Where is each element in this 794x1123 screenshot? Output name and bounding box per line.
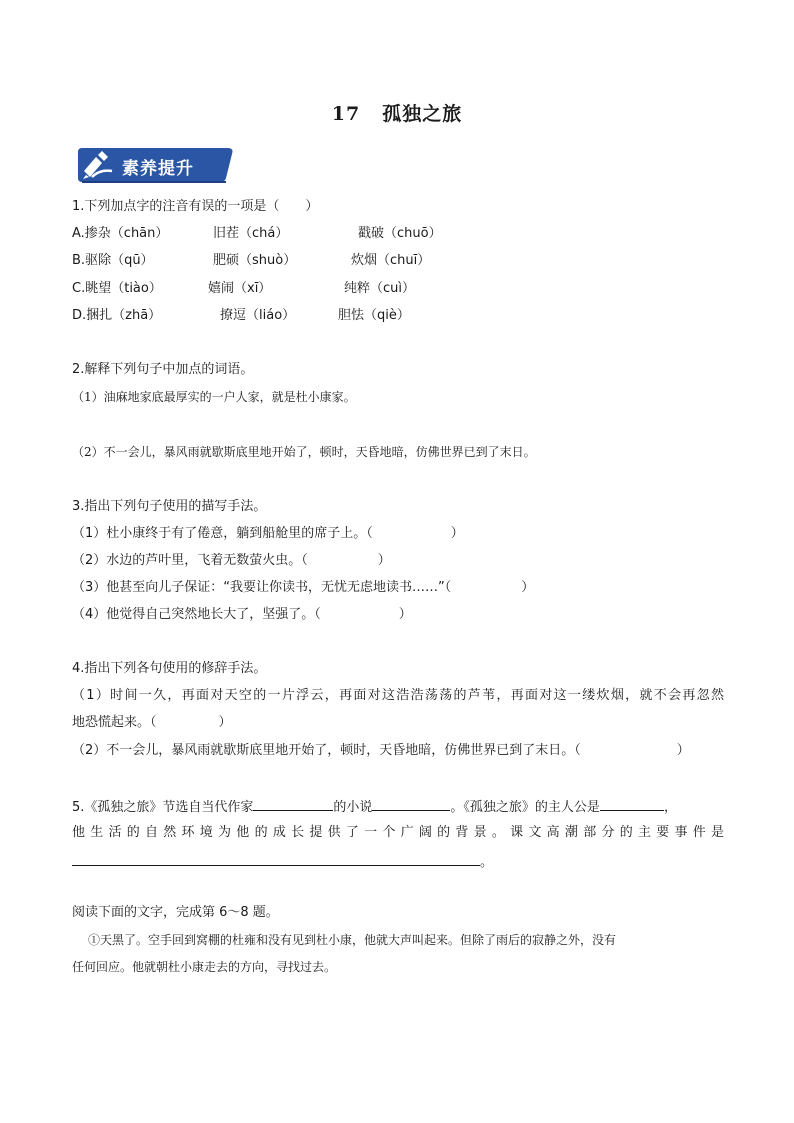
q2-item-2: （2）不一会儿，暴风雨就歇斯底里地开始了，顿时，天昏地暗，仿佛世界已到了末日。 [72, 445, 536, 459]
q3-item-1 [72, 526, 464, 542]
option-item: 眺望（tiào） [85, 281, 162, 296]
q5-text: 。 [480, 855, 494, 870]
q3-stem: 3.指出下列句子使用的描写手法。 [72, 499, 267, 514]
option-item: 撩逗（liáo） [220, 308, 296, 323]
option-letter: A. [72, 226, 85, 241]
q1-option-b [72, 253, 154, 269]
q1-option-d [72, 308, 161, 324]
option-item: 纯粹（cuì） [344, 281, 415, 296]
badge-label: 素养提升 [122, 159, 194, 179]
q5-text: ， [663, 800, 677, 815]
option-item: 肥硕（shuò） [213, 253, 297, 268]
close-paren: ） [377, 553, 391, 568]
q4-item-text: 地恐慌起来。（ [72, 715, 157, 730]
close-paren: ） [450, 526, 464, 541]
reading-paragraph-line-2: 任何回应。他就朝杜小康走去的方向，寻找过去。 [72, 960, 337, 974]
q1-option-a [72, 226, 168, 242]
q4-item-text: （2）不一会儿，暴风雨就歇斯底里地开始了，顿时，天昏地暗，仿佛世界已到了末日。（ [72, 743, 581, 758]
lesson-number: 17 [331, 103, 361, 125]
q5-line-3 [72, 852, 493, 871]
close-paren: ） [676, 743, 690, 758]
q3-item-4 [72, 607, 412, 623]
novel-blank[interactable] [372, 797, 450, 811]
q4-item-2 [72, 743, 690, 759]
option-item: 捆扎（zhā） [86, 308, 162, 323]
pencil-book-icon [80, 149, 116, 181]
option-item: 胆怯（qiè） [338, 308, 410, 323]
section-badge [76, 146, 236, 184]
q2-stem: 2.解释下列句子中加点的词语。 [72, 362, 254, 377]
q3-item-text: （1）杜小康终于有了倦意，躺到船舱里的席子上。（ [72, 526, 373, 541]
climax-event-blank[interactable] [72, 852, 480, 866]
close-paren: ） [398, 607, 412, 622]
option-letter: D. [72, 308, 87, 323]
q5-line-1 [72, 797, 677, 816]
protagonist-blank[interactable] [600, 797, 664, 811]
lesson-title: 孤独之旅 [382, 103, 463, 125]
q5-line-2: 他生活的自然环境为他的成长提供了一个广阔的背景。课文高潮部分的主要事件是 [72, 825, 724, 840]
q4-item-1-line-1: （1）时间一久，再面对天空的一片浮云，再面对这浩浩荡荡的芦苇，再面对这一缕炊烟，就不会再忽然 [72, 688, 724, 703]
author-blank[interactable] [253, 797, 333, 811]
option-item: 戳破（chuō） [358, 226, 442, 241]
q3-item-text: （3）他甚至向儿子保证：“我要让你读书，无忧无虑地读书……”（ [72, 580, 452, 595]
q1-option-c [72, 281, 162, 297]
q3-item-2 [72, 553, 391, 569]
option-item: 旧茬（chá） [213, 226, 289, 241]
close-paren: ） [521, 580, 535, 595]
q3-item-text: （4）他觉得自己突然地长大了，坚强了。（ [72, 607, 321, 622]
q4-stem: 4.指出下列各句使用的修辞手法。 [72, 661, 267, 676]
option-item: 嬉闹（xī） [208, 281, 272, 296]
q3-item-text: （2）水边的芦叶里，飞着无数萤火虫。（ [72, 553, 308, 568]
page-title [0, 99, 794, 126]
close-paren: ） [218, 715, 232, 730]
option-item: 掺杂（chān） [84, 226, 169, 241]
option-item: 驱除（qū） [85, 253, 154, 268]
q5-text: 。《孤独之旅》的主人公是 [450, 800, 600, 815]
q3-item-3 [72, 580, 534, 596]
q4-item-1-line-2 [72, 715, 232, 731]
q5-text: 的小说 [333, 800, 373, 815]
q5-text: 5.《孤独之旅》节选自当代作家 [72, 800, 254, 815]
q2-item-1: （1）油麻地家底最厚实的一户人家，就是杜小康家。 [72, 390, 356, 404]
option-item: 炊烟（chuī） [351, 253, 431, 268]
option-letter: C. [72, 281, 86, 296]
option-letter: B. [72, 253, 86, 268]
reading-intro: 阅读下面的文字，完成第 6～8 题。 [72, 905, 279, 920]
reading-paragraph-line-1: ①天黑了。空手回到窝棚的杜雍和没有见到杜小康，他就大声叫起来。但除了雨后的寂静之外，没有 [88, 933, 617, 947]
q1-stem: 1.下列加点字的注音有误的一项是（ ） [72, 199, 319, 214]
